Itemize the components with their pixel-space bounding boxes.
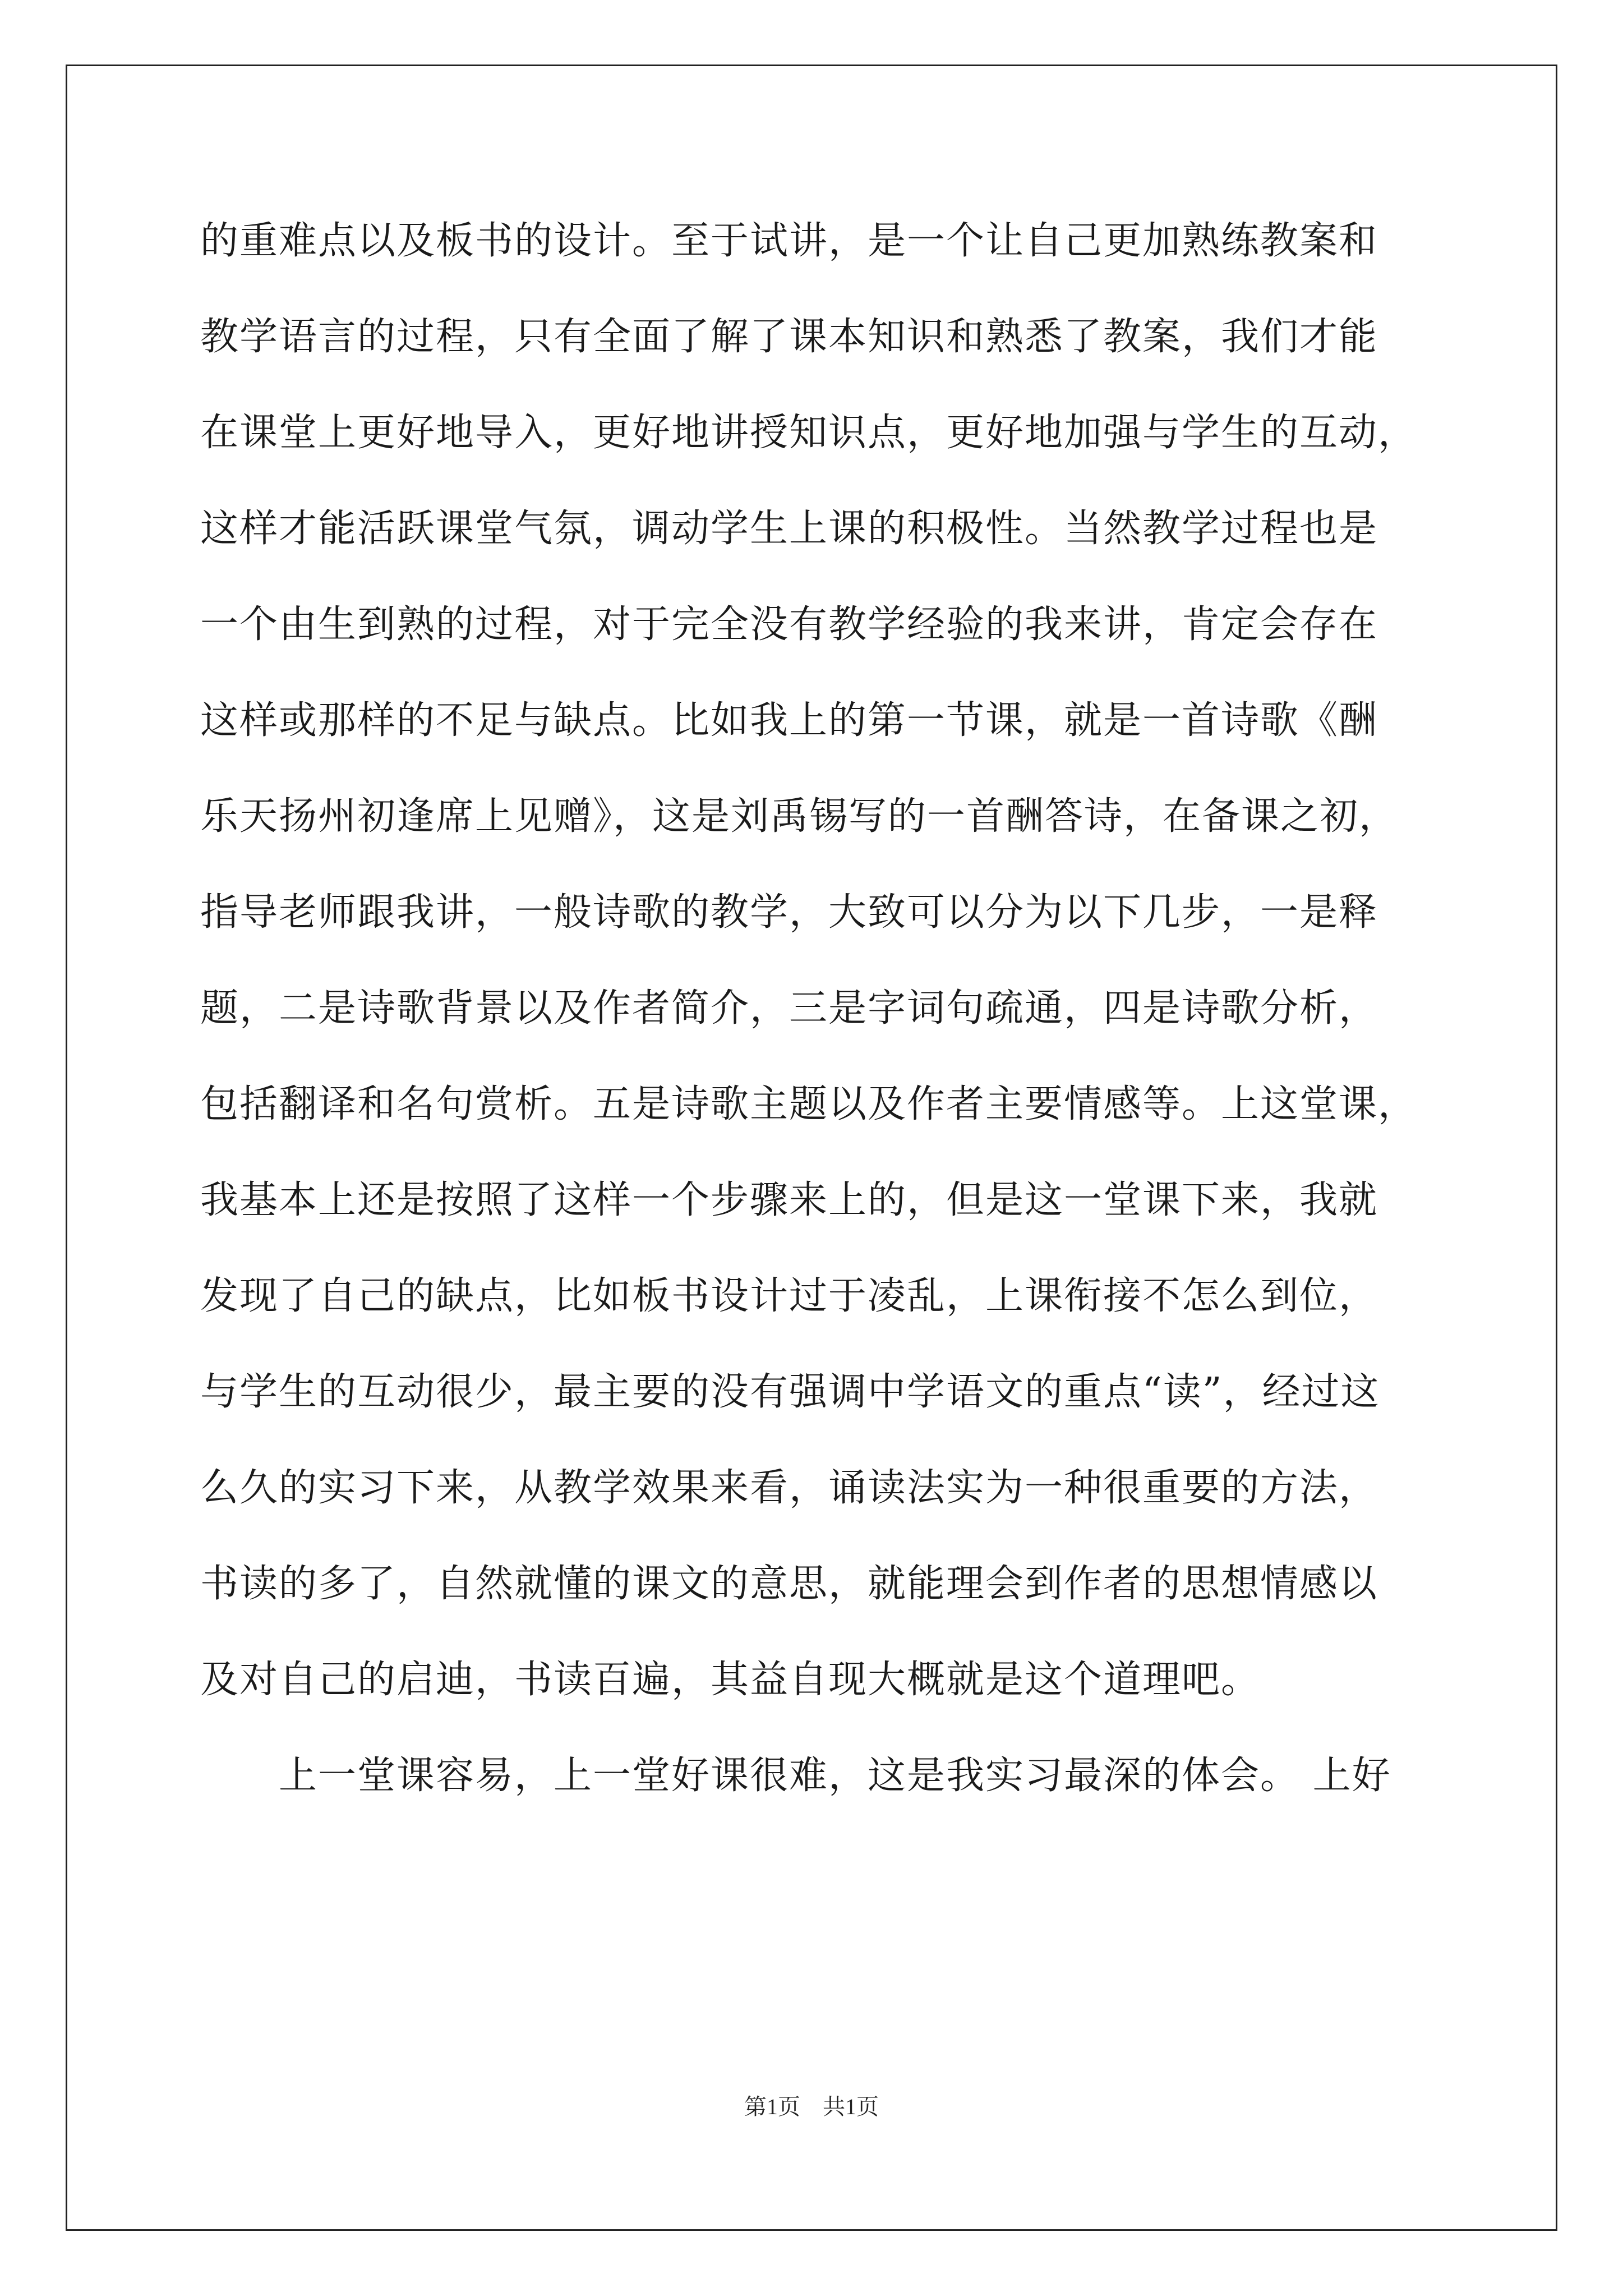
text-line: 的重难点以及板书的设计。至于试讲，是一个让自己更加熟练教案和 — [200, 219, 1378, 263]
text-line: 么久的实习下来，从教学效果来看，诵读法实为一种很重要的方法， — [200, 1466, 1378, 1510]
text-line: 包括翻译和名句赏析。五是诗歌主题以及作者主要情感等。上这堂课， — [200, 1082, 1418, 1126]
text-line: 一个由生到熟的过程，对于完全没有教学经验的我来讲，肯定会存在 — [200, 602, 1378, 647]
text-line: 这样或那样的不足与缺点。比如我上的第一节课，就是一首诗歌《酬 — [200, 698, 1378, 743]
text-line: 乐天扬州初逢席上见赠》，这是刘禹锡写的一首酬答诗，在备课之初， — [200, 794, 1399, 839]
text-line: 及对自己的启迪，书读百遍，其益自现大概就是这个道理吧。 — [200, 1658, 1261, 1702]
page-total: 共1页 — [823, 2094, 879, 2119]
page-footer — [0, 2093, 1623, 2121]
text-line: 题，二是诗歌背景以及作者简介，三是字词句疏通，四是诗歌分析， — [200, 986, 1378, 1030]
text-line: 我基本上还是按照了这样一个步骤来上的，但是这一堂课下来，我就 — [200, 1178, 1378, 1222]
text-line: 指导老师跟我讲，一般诗歌的教学，大致可以分为以下几步，一是释 — [200, 890, 1378, 935]
text-line: 教学语言的过程，只有全面了解了课本知识和熟悉了教案，我们才能 — [200, 315, 1378, 359]
text-line: 发现了自己的缺点，比如板书设计过于凌乱，上课衔接不怎么到位， — [200, 1274, 1378, 1318]
paragraph-start-line: 上一堂课容易，上一堂好课很难，这是我实习最深的体会。 上好 — [279, 1754, 1391, 1798]
document-body — [200, 213, 1440, 1844]
text-line: 与学生的互动很少，最主要的没有强调中学语文的重点“读”，经过这 — [200, 1370, 1380, 1414]
text-line: 在课堂上更好地导入，更好地讲授知识点，更好地加强与学生的互动， — [200, 411, 1418, 455]
text-line: 这样才能活跃课堂气氛，调动学生上课的积极性。当然教学过程也是 — [200, 507, 1378, 551]
text-line: 书读的多了，自然就懂的课文的意思，就能理会到作者的思想情感以 — [200, 1562, 1378, 1606]
page-number: 第1页 — [744, 2094, 800, 2119]
